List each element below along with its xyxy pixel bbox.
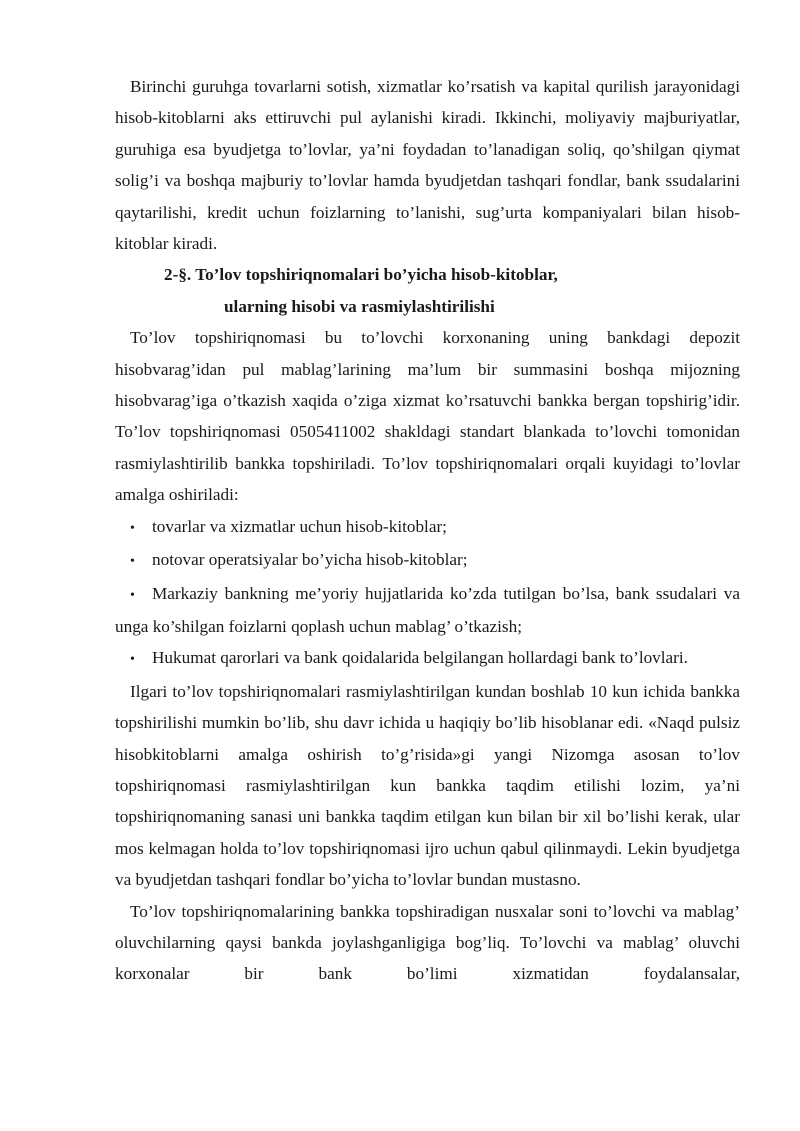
document-page [115, 71, 740, 990]
list-item-text: Hukumat qarorlari va bank qoidalarida belgilangan hollardagi bank to’lovlari. [152, 648, 688, 668]
bullet-icon: • [130, 587, 135, 603]
list-item [115, 642, 740, 675]
paragraph-copies: To’lov topshiriqnomalarining bankka topshiradigan nusxalar soni to’lovchi va mablag’ oluvchilarning qaysi bankda joylashganligiga bog’liq. To’lovchi va mablag’ oluvchi korxonalar bir bank bo’limi xizmatidan foydalansalar, [115, 901, 740, 984]
bullet-icon: • [130, 554, 135, 570]
paragraph-intro: Birinchi guruhga tovarlarni sotish, xizmatlar ko’rsatish va kapital qurilish jarayonidagi hisob-kitoblarni aks ettiruvchi pul aylanishi kiradi. Ikkinchi, moliyaviy majburiyatlar, guruhiga esa byudjetga to’lovlar, ya’ni foydadan to’lanadigan soliq, qo’shilgan qiymat solig’i va boshqa majburiy to’lovlar hamda byudjetdan tashqari fondlar, bank ssudalarini qaytarilishi, kredit uchun foizlarning to’lanishi, sug’urta kompaniyalari bilan hisob-kitoblar kiradi. [115, 77, 740, 254]
list-item [115, 511, 740, 544]
list-item [115, 578, 740, 643]
list-item [115, 544, 740, 577]
section-heading-line-1: 2-§. To’lov topshiriqnomalari bo’yicha hisob-kitoblar, [164, 265, 558, 285]
list-item-text: notovar operatsiyalar bo’yicha hisob-kitoblar; [152, 550, 468, 570]
list-item-text: Markaziy bankning me’yoriy hujjatlarida ko’zda tutilgan bo’lsa, bank ssudalari va unga ko’shilgan foizlarni qoplash uchun mablag’ o’tkazish; [115, 583, 740, 636]
section-heading-line-2: ularning hisobi va rasmiylashtirilishi [224, 296, 495, 316]
paragraph-validity: Ilgari to’lov topshiriqnomalari rasmiylashtirilgan kundan boshlab 10 kun ichida bankka topshirilishi mumkin bo’lib, shu davr ichida u haqiqiy bo’lib hisoblanar edi. «Naqd pulsiz hisobkitoblarni amalga oshirish to’g’risida»gi yangi Nizomga asosan to’lov topshiriqnomasi rasmiylashtirilgan kun bankka taqdim etilishi lozim, ya’ni topshiriqnomaning sanasi uni bankka taqdim etilgan kun bilan bir xil bo’lishi kerak, ular mos kelmagan holda to’lov topshiriqnomasi ijro uchun qabul qilinmaydi. Lekin byudjetga va byudjetdan tashqari fondlar bo’yicha to’lovlar bundan mustasno. [115, 681, 740, 890]
paragraph-definition: To’lov topshiriqnomasi bu to’lovchi korxonaning uning bankdagi depozit hisobvarag’idan pul mablag’larining ma’lum bir summasini boshqa mijozning hisobvarag’iga o’tkazish xaqida o’ziga xizmat ko’rsatuvchi bankka bergan topshirig’idir. To’lov topshiriqnomasi 0505411002 shakldagi standart blankada to’lovchi tomonidan rasmiylashtirilib bankka topshiriladi. To’lov topshiriqnomalari orqali kuyidagi to’lovlar amalga oshiriladi: [115, 328, 740, 505]
payment-types-list [115, 511, 740, 676]
bullet-icon: • [130, 520, 135, 536]
bullet-icon: • [130, 652, 135, 668]
list-item-text: tovarlar va xizmatlar uchun hisob-kitoblar; [152, 516, 447, 536]
